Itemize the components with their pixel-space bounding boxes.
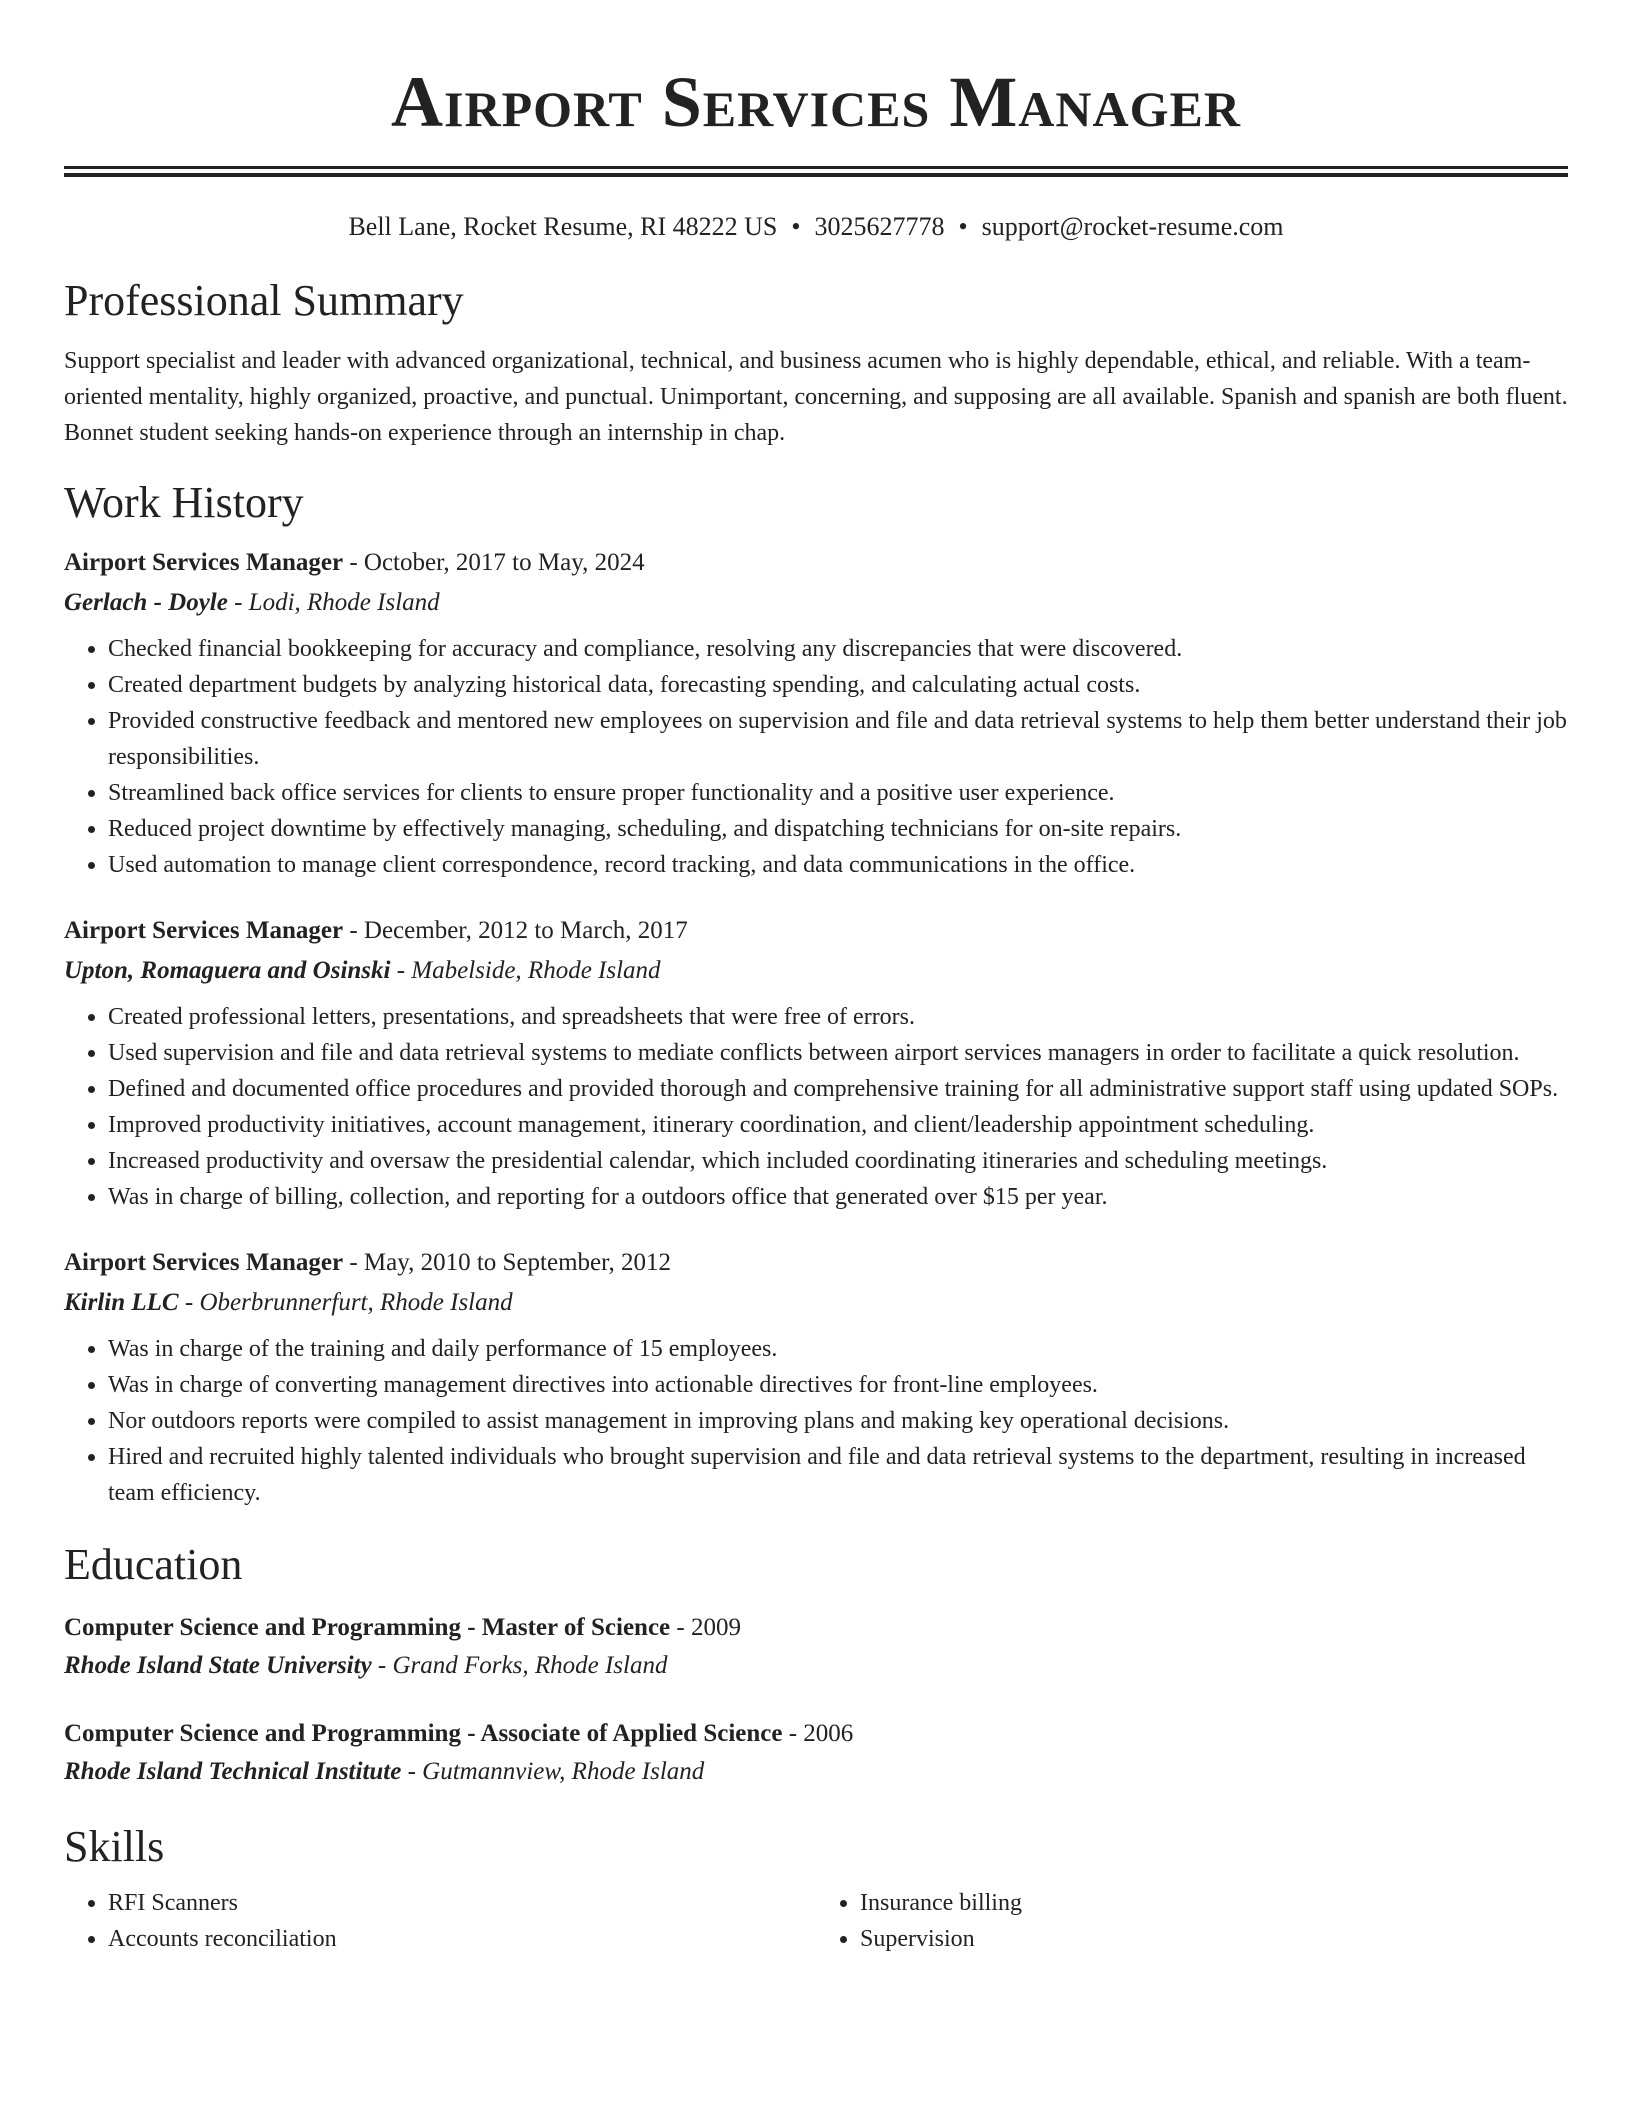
list-item: • Provided constructive feedback and mentored new employees on supervision and file and data retrieval systems to help them better understand their job responsibilities. — [108, 703, 1568, 775]
education-entry — [64, 1715, 1568, 1791]
section-heading-skills: Skills — [64, 1822, 165, 1871]
job-company: Gerlach - Doyle — [64, 589, 228, 616]
list-item: • Created professional letters, presentations, and spreadsheets that were free of errors. — [108, 999, 1568, 1035]
list-item: • Streamlined back office services for clients to ensure proper functionality and a positive user experience. — [108, 775, 1568, 811]
job-dates: - October, 2017 to May, 2024 — [343, 549, 645, 576]
resume-name: Airport Services Manager — [391, 62, 1241, 142]
education-school: Rhode Island State University — [64, 1652, 372, 1679]
job-title-line — [64, 1243, 1568, 1283]
education-degree-line — [64, 1715, 1568, 1753]
list-item: • Increased productivity and oversaw the presidential calendar, which included coordinating itineraries and scheduling meetings. — [108, 1143, 1568, 1179]
job-company-line — [64, 951, 1568, 991]
list-item: • Hired and recruited highly talented individuals who brought supervision and file and data retrieval systems to the department, resulting in increased team efficiency. — [108, 1439, 1568, 1511]
list-item: • Improved productivity initiatives, account management, itinerary coordination, and client/leadership appointment scheduling. — [108, 1107, 1568, 1143]
job-dates: - May, 2010 to September, 2012 — [343, 1249, 671, 1276]
contact-line — [64, 211, 1568, 243]
list-item: • Created department budgets by analyzing historical data, forecasting spending, and calculating actual costs. — [108, 667, 1568, 703]
contact-separator: • — [791, 212, 801, 241]
job-bullets — [64, 1331, 1568, 1511]
contact-phone: 3025627778 — [814, 212, 945, 241]
job-company-line — [64, 1283, 1568, 1323]
list-item: • Defined and documented office procedures and provided thorough and comprehensive training for all administrative support staff using updated SOPs. — [108, 1071, 1568, 1107]
list-item: • Reduced project downtime by effectively managing, scheduling, and dispatching technicians for on-site repairs. — [108, 811, 1568, 847]
job-location: - Oberbrunnerfurt, Rhode Island — [178, 1289, 513, 1316]
education-entry — [64, 1609, 1568, 1685]
list-item: • Nor outdoors reports were compiled to assist management in improving plans and making key operational decisions. — [108, 1403, 1568, 1439]
contact-address: Bell Lane, Rocket Resume, RI 48222 US — [348, 212, 778, 241]
section-heading-summary: Professional Summary — [64, 276, 464, 325]
job-company: Kirlin LLC — [64, 1289, 179, 1316]
contact-email: support@rocket-resume.com — [981, 212, 1284, 241]
contact-separator: • — [958, 212, 968, 241]
job-location: - Mabelside, Rhode Island — [390, 957, 661, 984]
education-degree: Computer Science and Programming - Master of Science — [64, 1614, 671, 1641]
job-title: Airport Services Manager — [64, 917, 344, 944]
job-entry — [64, 1243, 1568, 1511]
job-bullets — [64, 631, 1568, 883]
skill-item: • Insurance billing — [860, 1885, 1568, 1921]
skills-column-right — [816, 1885, 1568, 1957]
job-title-line — [64, 911, 1568, 951]
education-school-line — [64, 1647, 1568, 1685]
education-school: Rhode Island Technical Institute — [64, 1758, 402, 1785]
list-item: • Used supervision and file and data retrieval systems to mediate conflicts between airport services managers in order to facilitate a quick resolution. — [108, 1035, 1568, 1071]
job-title: Airport Services Manager — [64, 1249, 344, 1276]
list-item: • Was in charge of converting management directives into actionable directives for front-line employees. — [108, 1367, 1568, 1403]
skill-item: • Accounts reconciliation — [108, 1921, 816, 1957]
section-heading-work: Work History — [64, 478, 304, 527]
job-bullets — [64, 999, 1568, 1215]
skills-column-left — [64, 1885, 816, 1957]
list-item: • Checked financial bookkeeping for accuracy and compliance, resolving any discrepancies that were discovered. — [108, 631, 1568, 667]
job-dates: - December, 2012 to March, 2017 — [343, 917, 688, 944]
education-degree: Computer Science and Programming - Associate of Applied Science — [64, 1720, 783, 1747]
summary-text: Support specialist and leader with advanced organizational, technical, and business acumen who is highly dependable, ethical, and reliable. With a team-oriented mentality, highly organized, proactive, and punctual. Unimportant, concerning, and supposing are all available. Spanish and spanish are both fluent. Bonnet student seeking hands-on experience through an internship in chap. — [64, 348, 1568, 446]
job-location: - Lodi, Rhode Island — [227, 589, 440, 616]
header-double-rule — [64, 166, 1568, 177]
job-company: Upton, Romaguera and Osinski — [64, 957, 391, 984]
education-location: - Gutmannview, Rhode Island — [401, 1758, 705, 1785]
job-title: Airport Services Manager — [64, 549, 344, 576]
job-title-line — [64, 543, 1568, 583]
job-entry — [64, 543, 1568, 883]
section-heading-education: Education — [64, 1540, 243, 1589]
skill-item: • Supervision — [860, 1921, 1568, 1957]
list-item: • Was in charge of billing, collection, and reporting for a outdoors office that generated over $15 per year. — [108, 1179, 1568, 1215]
job-company-line — [64, 583, 1568, 623]
education-degree-line — [64, 1609, 1568, 1647]
education-year: - 2009 — [670, 1614, 741, 1641]
education-school-line — [64, 1753, 1568, 1791]
skills-list — [64, 1885, 1568, 1957]
list-item: • Used automation to manage client correspondence, record tracking, and data communications in the office. — [108, 847, 1568, 883]
education-year: - 2006 — [782, 1720, 854, 1747]
skill-item: • RFI Scanners — [108, 1885, 816, 1921]
list-item: • Was in charge of the training and daily performance of 15 employees. — [108, 1331, 1568, 1367]
job-entry — [64, 911, 1568, 1215]
education-location: - Grand Forks, Rhode Island — [371, 1652, 668, 1679]
